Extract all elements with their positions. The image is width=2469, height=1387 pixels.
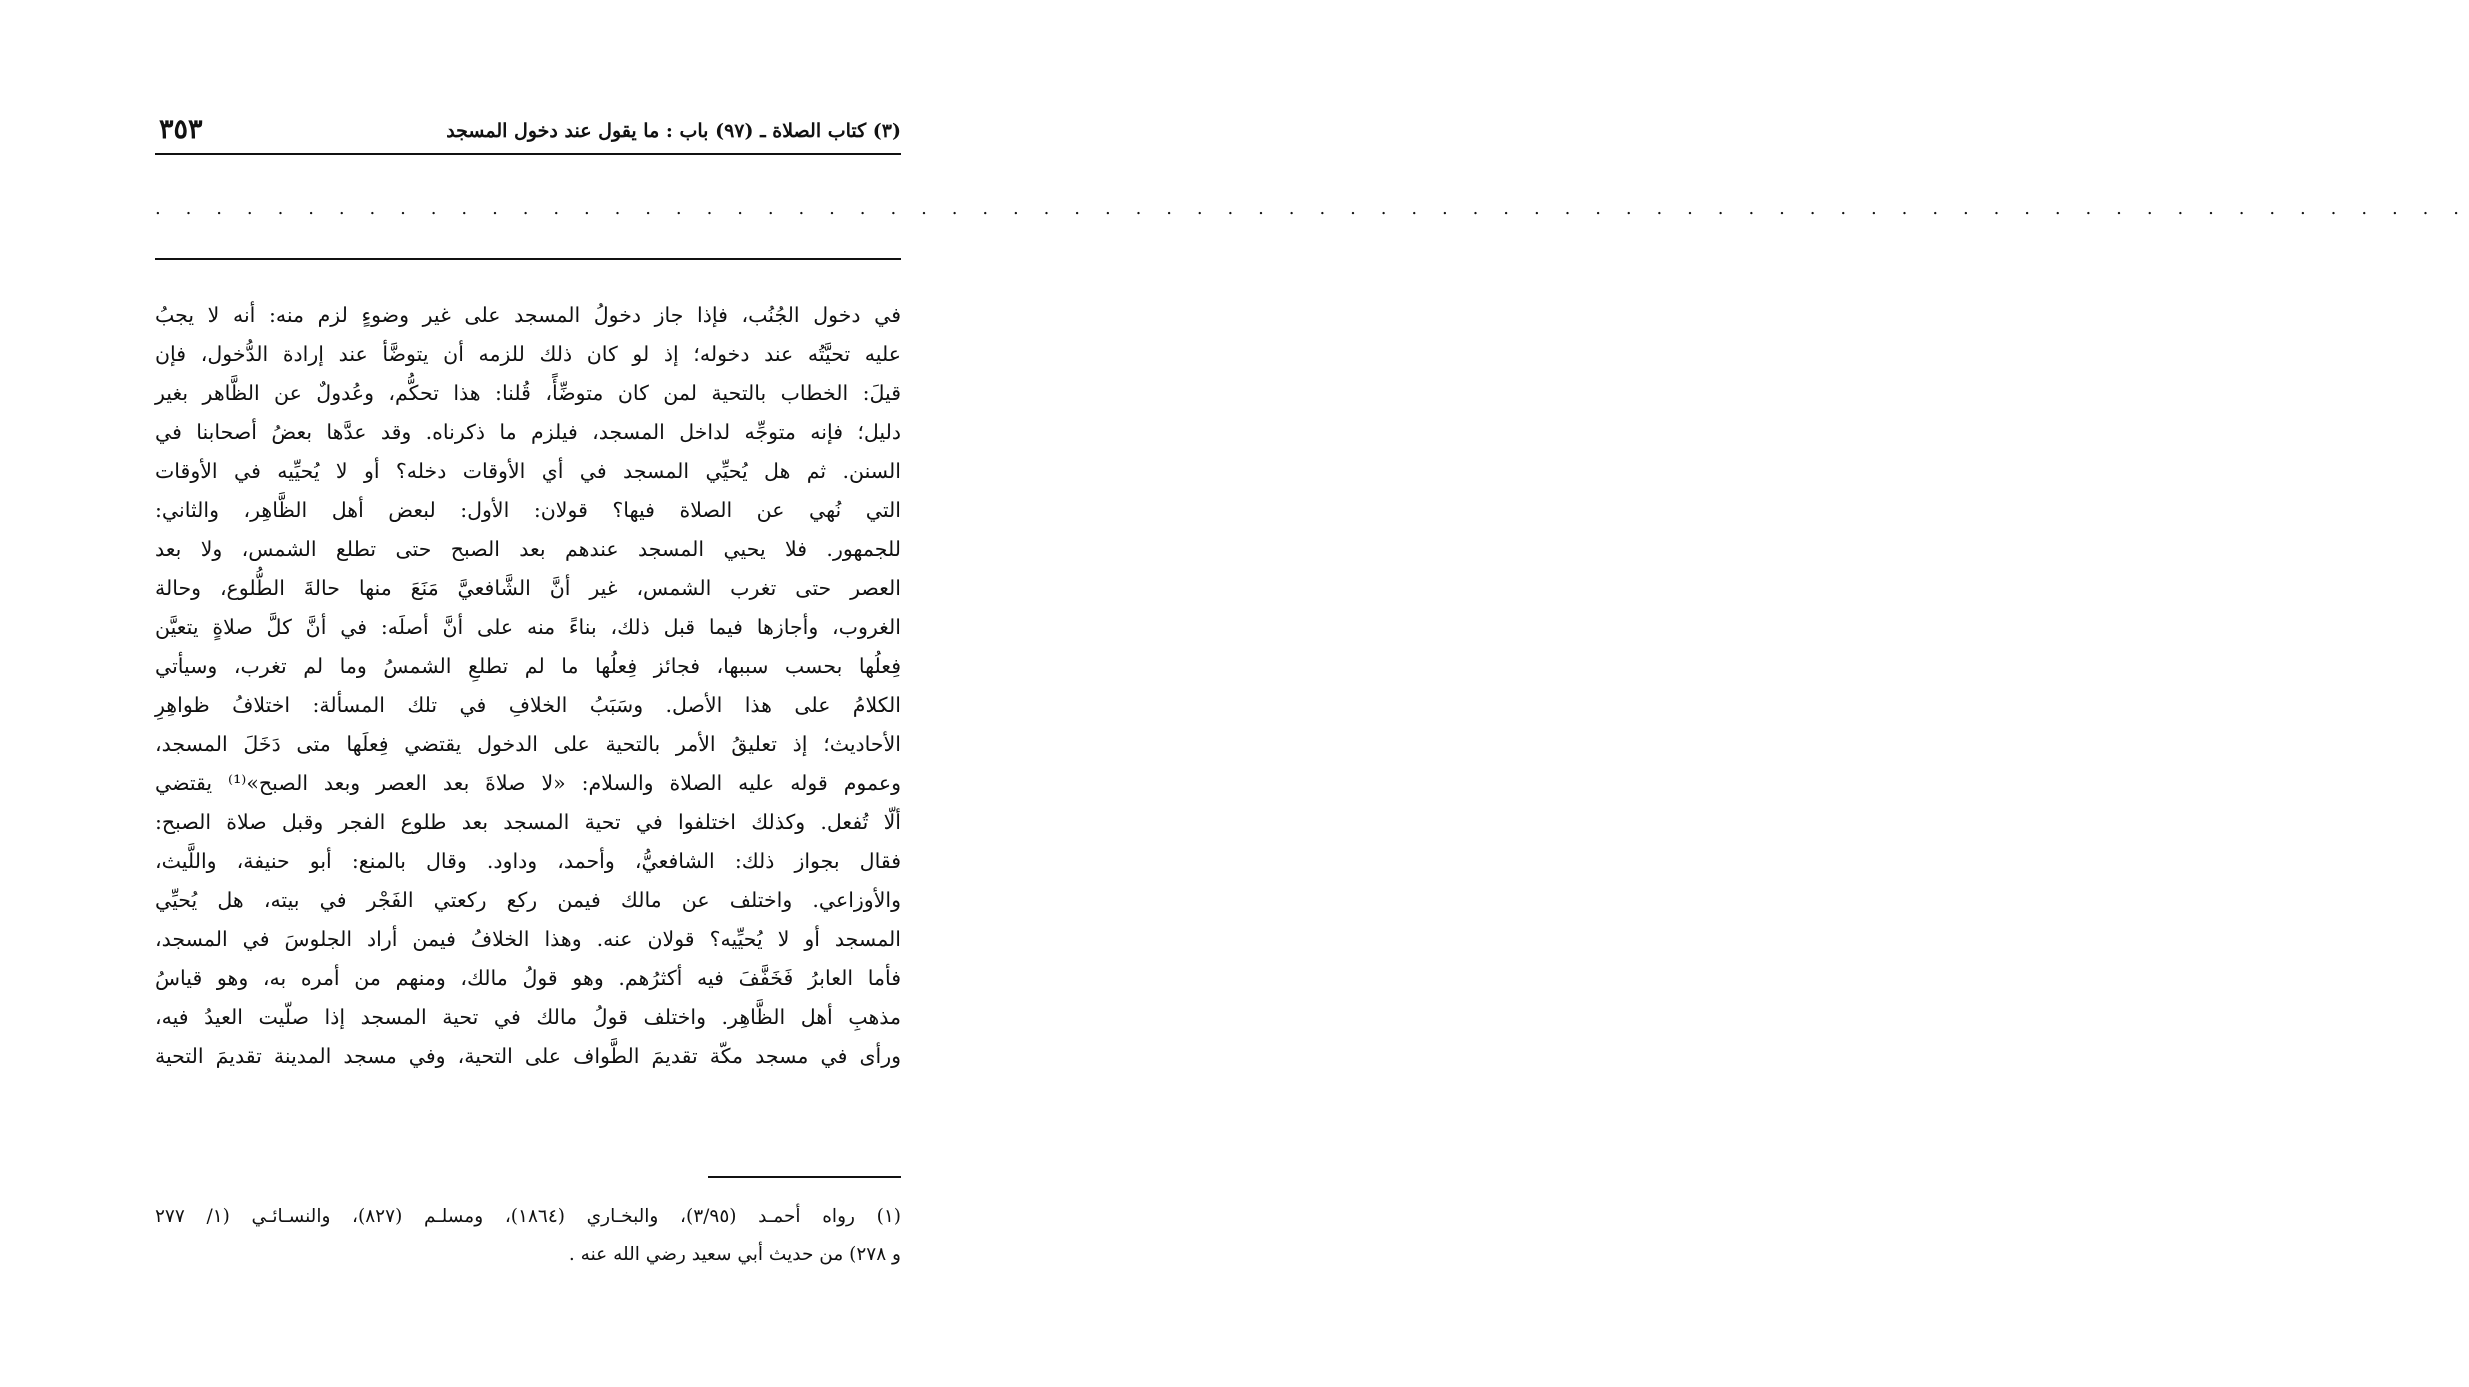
footnote-line: و ٢٧٨) من حديث أبي سعيد رضي الله عنه . — [568, 1244, 901, 1265]
text-line: ألّا تُفعل. وكذلك اختلفوا في تحية المسجد بعد طلوع الفجر وقبل صلاة الصبح: — [155, 810, 901, 834]
body-text — [155, 296, 901, 1076]
text-line: في دخول الجُنُب، فإذا جاز دخولُ المسجد على غير وضوءٍ لزم منه: أنه لا يجبُ — [155, 303, 901, 327]
text-line: فِعلُها بحسب سببها، فجائز فِعلُها ما لم تطلعِ الشمسُ وما لم تغرب، وسيأتي — [155, 654, 901, 678]
section-rule — [155, 258, 901, 260]
text-line: للجمهور. فلا يحيي المسجد عندهم بعد الصبح حتى تطلع الشمس، ولا بعد — [155, 537, 901, 561]
running-head: (٣) كتاب الصلاة ـ (٩٧) باب : ما يقول عند دخول المسجد — [446, 120, 901, 142]
text-line: عليه تحيَّتُه عند دخوله؛ إذ لو كان ذلك للزمه أن يتوضَّأ عند إرادة الدُّخول، فإن — [155, 342, 901, 366]
text-line: مذهبِ أهل الظَّاهِر. واختلف قولُ مالك في تحية المسجد إذا صلّيت العيدُ فيه، — [155, 1005, 901, 1029]
text-line: فقال بجواز ذلك: الشافعيُّ، وأحمد، وداود. وقال بالمنع: أبو حنيفة، واللَّيث، — [155, 849, 901, 873]
page-header — [155, 112, 901, 154]
header-rule — [155, 153, 901, 155]
text-line: ورأى في مسجد مكّة تقديمَ الطَّواف على التحية، وفي مسجد المدينة تقديمَ التحية — [155, 1044, 901, 1068]
text-line: السنن. ثم هل يُحيِّي المسجد في أي الأوقات دخله؟ أو لا يُحيِّيه في الأوقات — [155, 459, 901, 483]
page-number: ٣٥٣ — [159, 114, 203, 145]
text-line: التي نُهي عن الصلاة فيها؟ قولان: الأول: لبعض أهل الظَّاهِر، والثاني: — [155, 498, 901, 522]
text-line: دليل؛ فإنه متوجِّه لداخل المسجد، فيلزم ما ذكرناه. وقد عدَّها بعضُ أصحابنا في — [155, 420, 901, 444]
text-line: الأحاديث؛ إذ تعليقُ الأمر بالتحية على الدخول يقتضي فِعلَها متى دَخَلَ المسجد، — [155, 732, 901, 756]
omission-dots: . . . . . . . . . . . . . . . . . . . . . . . . . . . . . . . . . . . . . . . . . . . . . . . . . . . . . . . . . . . . . . . . . . . . . . . . . . . . — [155, 198, 2469, 219]
text-line: المسجد أو لا يُحيِّيه؟ قولان عنه. وهذا الخلافُ فيمن أراد الجلوسَ في المسجد، — [155, 927, 901, 951]
footnote-rule — [708, 1176, 901, 1178]
text-line: وعموم قوله عليه الصلاة والسلام: «لا صلاةَ بعد العصر وبعد الصبح»⁽¹⁾ يقتضي — [155, 771, 901, 795]
text-line: الغروب، وأجازها فيما قبل ذلك، بناءً منه على أنَّ أصلَه: في أنَّ كلَّ صلاةٍ يتعيَّن — [155, 615, 901, 639]
text-line: العصر حتى تغرب الشمس، غير أنَّ الشَّافعيَّ مَنَعَ منها حالةَ الطُّلوع، وحالة — [155, 576, 901, 600]
text-line: فأما العابرُ فَخَفَّفَ فيه أكثرُهم. وهو قولُ مالك، ومنهم من أمره به، وهو قياسُ — [155, 966, 901, 990]
footnote-line: (١) رواه أحمـد (٣/٩٥)، والبخـاري (١٨٦٤)، ومسلـم (٨٢٧)، والنسـائـي (١/ ٢٧٧ — [155, 1206, 901, 1227]
text-line: الكلامُ على هذا الأصل. وسَبَبُ الخلافِ في تلك المسألة: اختلافُ ظواهِرِ — [155, 693, 901, 717]
footnotes — [155, 1198, 901, 1274]
text-line: والأوزاعي. واختلف عن مالك فيمن ركع ركعتي الفَجْر في بيته، هل يُحيِّي — [155, 888, 901, 912]
text-line: قيلَ: الخطاب بالتحية لمن كان متوضِّأً، قُلنا: هذا تحكُّم، وعُدولٌ عن الظَّاهر بغير — [155, 381, 901, 405]
